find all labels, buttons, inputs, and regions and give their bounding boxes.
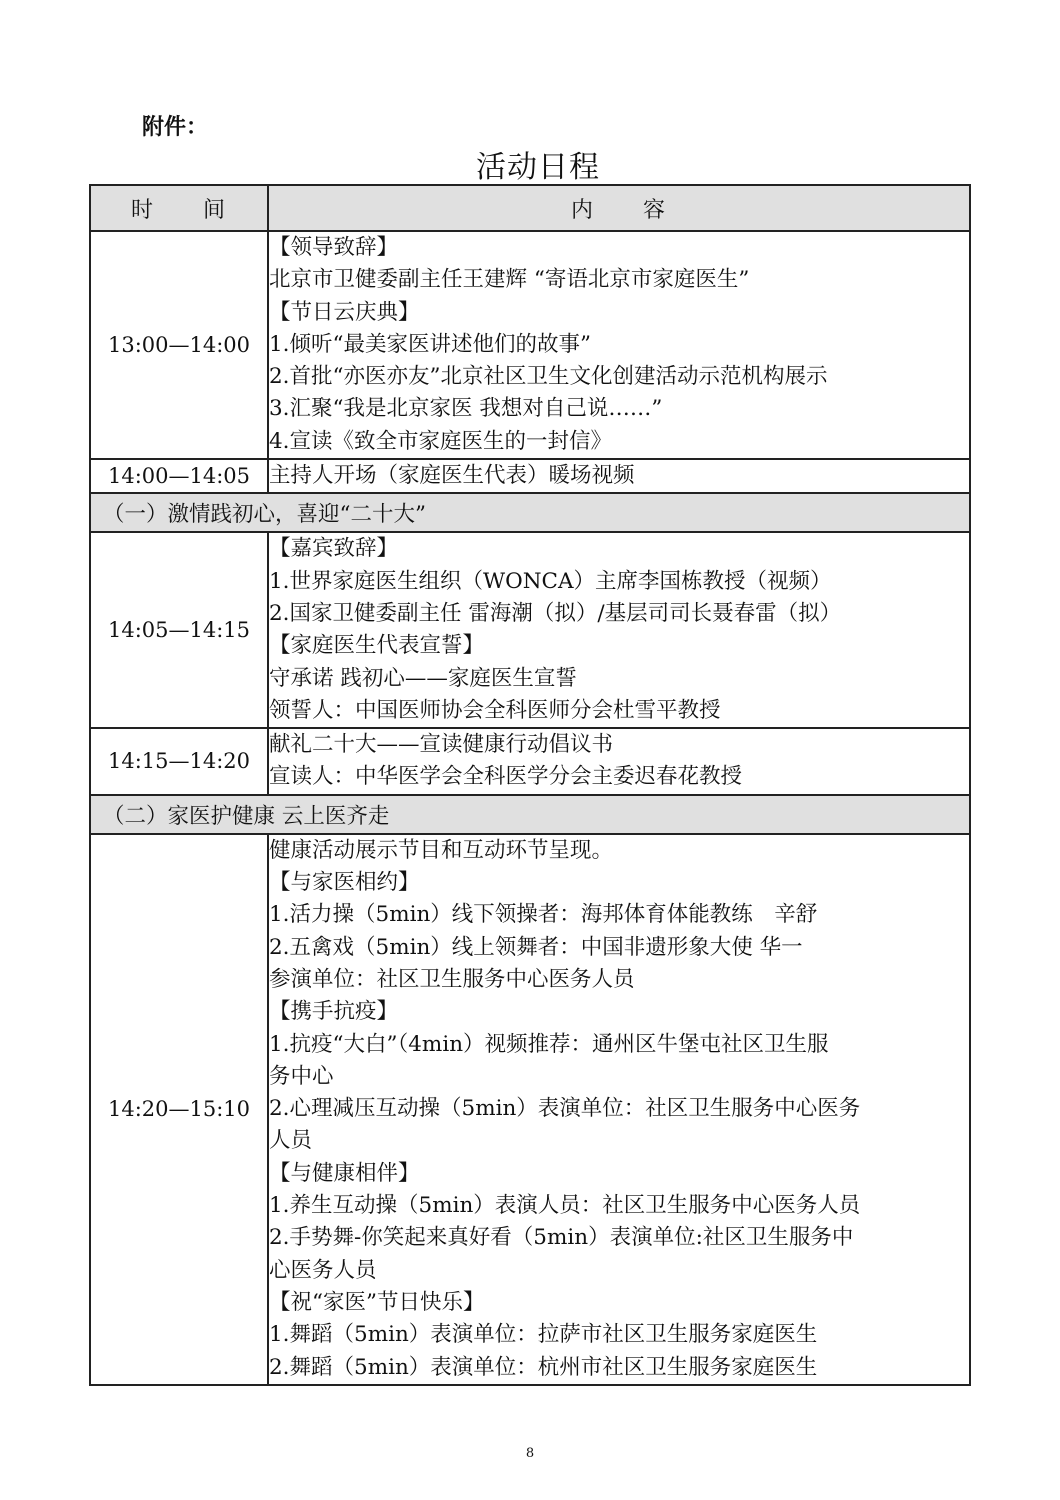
- content-line: 【与健康相伴】: [269, 1160, 420, 1186]
- content-line: 北京市卫健委副主任王建辉 “寄语北京市家庭医生”: [269, 267, 750, 293]
- time-slot: 14:05—14:15: [90, 532, 268, 728]
- schedule-row: [90, 532, 970, 728]
- content-line: 1.倾听“最美家医讲述他们的故事”: [269, 331, 591, 357]
- content-line: 1.抗疫“大白”（4min）视频推荐：通州区牛堡屯社区卫生服: [269, 1031, 829, 1057]
- content-line: 【祝“家医”节日快乐】: [269, 1289, 485, 1315]
- section-title: （二）家医护健康 云上医齐走: [90, 795, 970, 834]
- content-line: 1.活力操（5min）线下领操者：海邦体育体能教练 辛舒: [269, 902, 818, 928]
- content-line: 主持人开场（家庭医生代表）暖场视频: [269, 463, 635, 489]
- content-line: 领誓人：中国医师协会全科医师分会杜雪平教授: [269, 697, 721, 723]
- activity-content: [268, 728, 970, 795]
- content-line: 【节日云庆典】: [269, 299, 420, 325]
- activity-content: [268, 231, 970, 459]
- activity-content: [268, 834, 970, 1385]
- content-line: 2.国家卫健委副主任 雷海潮（拟）/基层司司长聂春雷（拟）: [269, 600, 842, 626]
- schedule-row: [90, 728, 970, 795]
- content-line: 参演单位：社区卫生服务中心医务人员: [269, 966, 635, 992]
- schedule-table: [89, 184, 971, 1386]
- content-line: 2.手势舞-你笑起来真好看（5min）表演单位:社区卫生服务中: [269, 1225, 854, 1251]
- content-line: 2.舞蹈（5min）表演单位：杭州市社区卫生服务家庭医生: [269, 1354, 818, 1380]
- section-title: （一）激情践初心，喜迎“二十大”: [90, 493, 970, 532]
- schedule-row: [90, 231, 970, 459]
- content-line: 2.首批“亦医亦友”北京社区卫生文化创建活动示范机构展示: [269, 364, 828, 390]
- content-line: 2.五禽戏（5min）线上领舞者：中国非遗形象大使 华一: [269, 934, 803, 960]
- header-time: 时 间: [90, 185, 268, 231]
- time-slot: 14:15—14:20: [90, 728, 268, 795]
- time-slot: 13:00—14:00: [90, 231, 268, 459]
- schedule-body: [90, 231, 970, 1385]
- content-line: 【携手抗疫】: [269, 999, 399, 1025]
- content-line: 心医务人员: [269, 1257, 377, 1283]
- content-line: 【嘉宾致辞】: [269, 536, 399, 562]
- time-slot: 14:20—15:10: [90, 834, 268, 1385]
- activity-content: [268, 532, 970, 728]
- content-line: 守承诺 践初心——家庭医生宣誓: [269, 665, 577, 691]
- page-number: 8: [525, 1446, 535, 1461]
- document-title: 活动日程: [476, 150, 600, 185]
- content-line: 献礼二十大——宣读健康行动倡议书: [269, 732, 614, 758]
- content-line: 1.舞蹈（5min）表演单位：拉萨市社区卫生服务家庭医生: [269, 1322, 818, 1348]
- time-slot: 14:00—14:05: [90, 459, 268, 493]
- table-header-row: [90, 185, 970, 231]
- content-line: 【家庭医生代表宣誓】: [269, 633, 485, 659]
- content-line: 健康活动展示节目和互动环节呈现。: [269, 837, 614, 863]
- schedule-row: [90, 834, 970, 1385]
- content-line: 务中心: [269, 1063, 334, 1089]
- content-line: 【与家医相约】: [269, 870, 420, 896]
- content-line: 宣读人：中华医学会全科医学分会主委迟春花教授: [269, 764, 743, 790]
- content-line: 1.世界家庭医生组织（WONCA）主席李国栋教授（视频）: [269, 568, 832, 594]
- content-line: 4.宣读《致全市家庭医生的一封信》: [269, 428, 613, 454]
- content-line: 3.汇聚“我是北京家医 我想对自己说……”: [269, 396, 663, 422]
- section-header-row: [90, 795, 970, 834]
- activity-content: [268, 459, 970, 493]
- header-content: 内 容: [268, 185, 970, 231]
- attachment-label: 附件：: [142, 115, 209, 140]
- section-header-row: [90, 493, 970, 532]
- content-line: 【领导致辞】: [269, 235, 399, 260]
- content-line: 2.心理减压互动操（5min）表演单位：社区卫生服务中心医务: [269, 1096, 861, 1122]
- schedule-row: [90, 459, 970, 493]
- content-line: 1.养生互动操（5min）表演人员：社区卫生服务中心医务人员: [269, 1193, 861, 1219]
- content-line: 人员: [269, 1128, 313, 1154]
